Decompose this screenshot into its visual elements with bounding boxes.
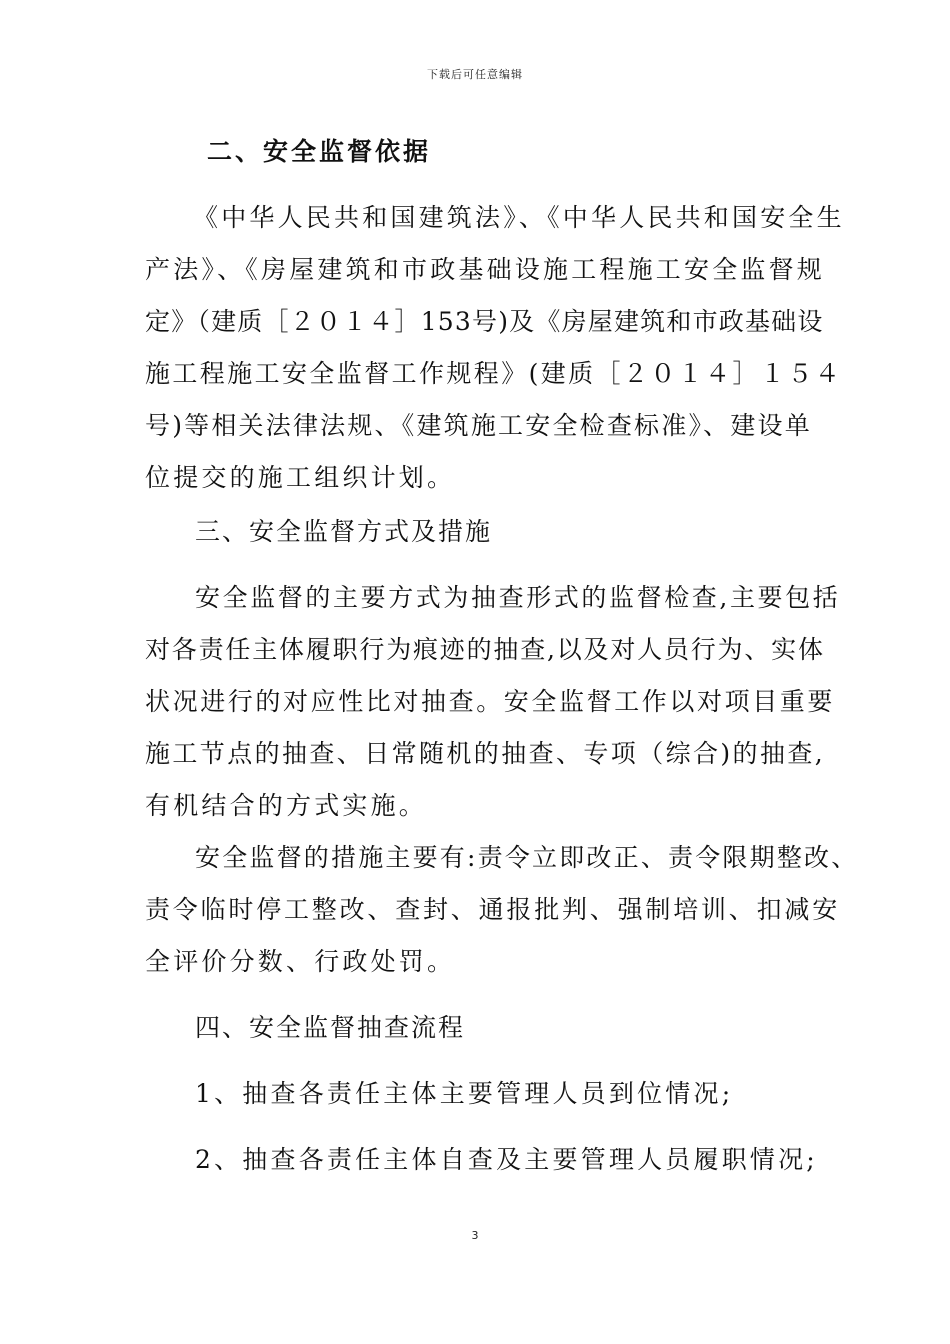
page-header-note: 下载后可任意编辑 [427,68,523,81]
page-number: 3 [471,1229,479,1242]
paragraph-line: 位提交的施工组织计划。 [145,463,456,492]
section-heading-basis: 二、安全监督依据 [207,137,432,166]
paragraph-line: 安全监督的措施主要有:责令立即改正、责令限期整改、 [195,843,859,872]
paragraph-line: 安全监督的主要方式为抽查形式的监督检查,主要包括 [195,583,841,612]
paragraph-line: 对各责任主体履职行为痕迹的抽查,以及对人员行为、实体 [145,635,825,664]
paragraph-line: 有机结合的方式实施。 [145,791,428,820]
paragraph-line: 《中华人民共和国建筑法》、《中华人民共和国安全生 [193,203,845,232]
paragraph-basis [145,192,845,504]
paragraph-line: 产法》、《房屋建筑和市政基础设施工程施工安全监督规 [145,255,826,284]
paragraph-line: 施工节点的抽查、日常随机的抽查、专项（综合)的抽查, [145,739,826,768]
paragraph-line: 号)等相关法律法规、《建筑施工安全检查标准》、建设单 [145,411,812,440]
section-heading-process: 四、安全监督抽查流程 [195,1013,466,1042]
paragraph-methods-2 [145,832,859,988]
paragraph-line: 责令临时停工整改、查封、通报批判、强制培训、扣减安 [145,895,841,924]
section-heading-methods: 三、安全监督方式及措施 [195,517,493,546]
list-item: 2、抽查各责任主体自查及主要管理人员履职情况; [195,1145,818,1174]
paragraph-methods-1 [145,572,841,832]
paragraph-line: 施工程施工安全监督工作规程》(建质［２０１４］１５４ [145,359,843,388]
paragraph-line: 状况进行的对应性比对抽查。安全监督工作以对项目重要 [145,687,836,716]
paragraph-line: 定》（建质［２０１４］153号)及《房屋建筑和市政基础设 [145,307,824,336]
paragraph-line: 全评价分数、行政处罚。 [145,947,456,976]
list-item: 1、抽查各责任主体主要管理人员到位情况; [195,1079,734,1108]
